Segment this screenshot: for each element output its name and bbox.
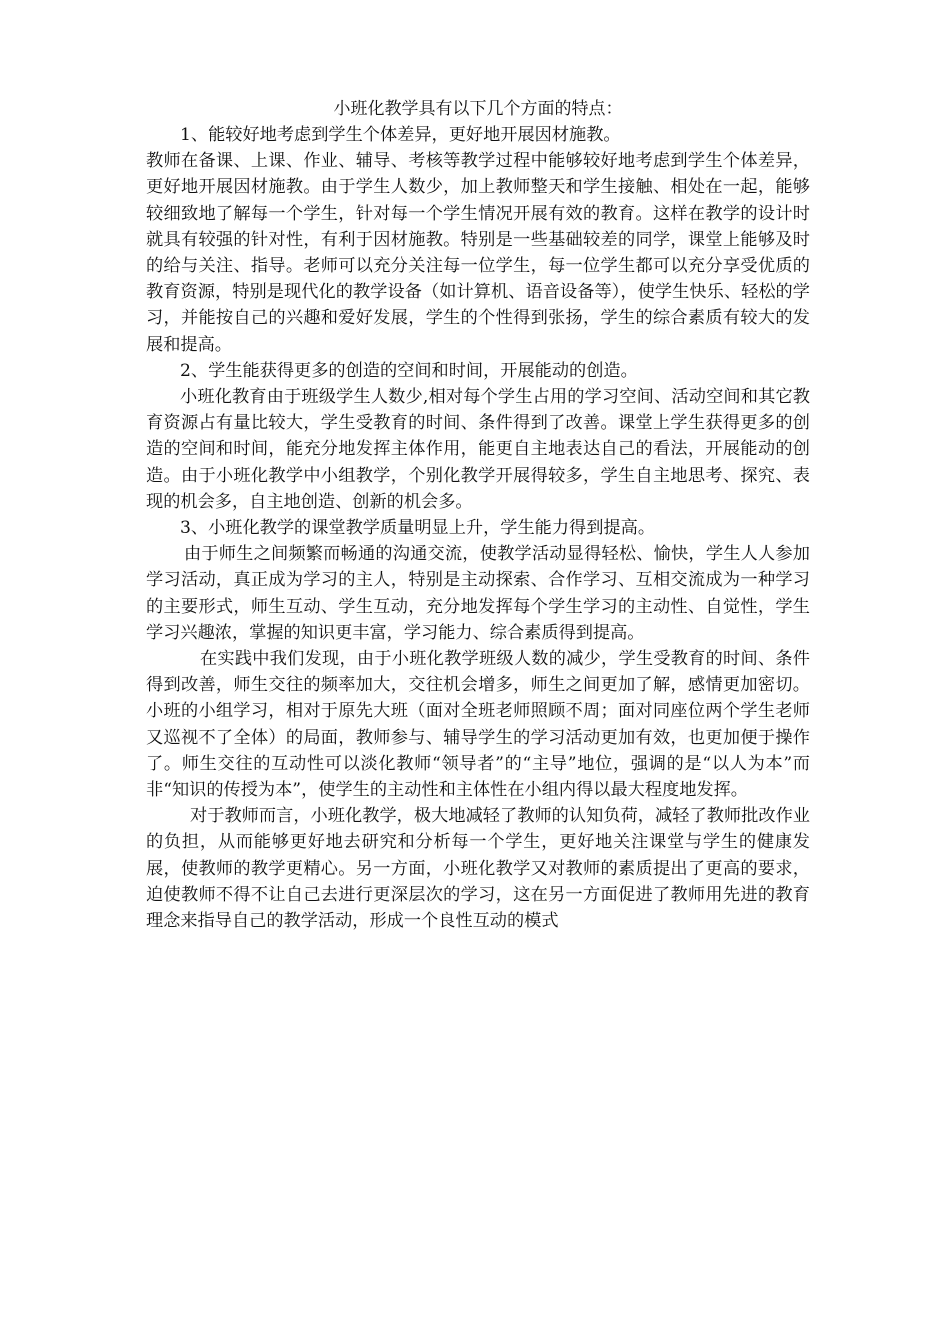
body-paragraph-1: 教师在备课、上课、作业、辅导、考核等教学过程中能够较好地考虑到学生个体差异，更好地开展因材施教。由于学生人数少，加上教师整天和学生接触、相处在一起，能够较细致地了解每一个学生，针对每一个学生情况开展有效的教育。这样在教学的设计时就具有较强的针对性，有利于因材施教。特别是一些基础较差的同学，课堂上能够及时的给与关注、指导。老师可以充分关注每一位学生，每一位学生都可以充分享受优质的教育资源，特别是现代化的教学设备（如计算机、语音设备等），使学生快乐、轻松的学习，并能按自己的兴趣和爱好发展，学生的个性得到张扬，学生的综合素质有较大的发展和提高。: [146, 151, 810, 355]
section-heading-1: 1、能较好地考虑到学生个体差异，更好地开展因材施教。: [180, 125, 621, 145]
body-paragraph-3: 由于师生之间频繁而畅通的沟通交流，使教学活动显得轻松、愉快，学生人人参加学习活动，真正成为学习的主人，特别是主动探索、合作学习、互相交流成为一种学习的主要形式，师生互动、学生互动，充分地发挥每个学生学习的主动性、自觉性，学生学习兴趣浓，掌握的知识更丰富，学习能力、综合素质得到提高。: [146, 544, 810, 643]
document-page: [146, 96, 810, 934]
document-title: 小班化教学具有以下几个方面的特点：: [333, 99, 623, 119]
body-paragraph-2: 小班化教育由于班级学生人数少,相对每个学生占用的学习空间、活动空间和其它教育资源占有量比较大，学生受教育的时间、条件得到了改善。课堂上学生获得更多的创造的空间和时间，能充分地发挥主体作用，能更自主地表达自己的看法，开展能动的创造。由于小班化教学中小组教学，个别化教学开展得较多，学生自主地思考、探究、表现的机会多，自主地创造、创新的机会多。: [146, 387, 810, 512]
section-heading-2: 2、学生能获得更多的创造的空间和时间，开展能动的创造。: [180, 360, 638, 381]
body-paragraph-5: 对于教师而言，小班化教学，极大地减轻了教师的认知负荷，减轻了教师批改作业的负担，从而能够更好地去研究和分析每一个学生，更好地关注课堂与学生的健康发展，使教师的教学更精心。另一方面，小班化教学又对教师的素质提出了更高的要求，迫使教师不得不让自己去进行更深层次的学习，这在另一方面促进了教师用先进的教育理念来指导自己的教学活动，形成一个良性互动的模式: [146, 806, 810, 932]
body-paragraph-4: 在实践中我们发现，由于小班化教学班级人数的减少，学生受教育的时间、条件得到改善，师生交往的频率加大，交往机会增多，师生之间更加了解，感情更加密切。小班的小组学习，相对于原先大班（面对全班老师照顾不周；面对同座位两个学生老师又巡视不了全体）的局面，教师参与、辅导学生的学习活动更加有效，也更加便于操作了。师生交往的互动性可以淡化教师“领导者”的“主导”地位，强调的是“以人为本”而非“知识的传授为本”，使学生的主动性和主体性在小组内得以最大程度地发挥。: [146, 649, 810, 801]
section-heading-3: 3、小班化教学的课堂教学质量明显上升，学生能力得到提高。: [180, 518, 656, 539]
